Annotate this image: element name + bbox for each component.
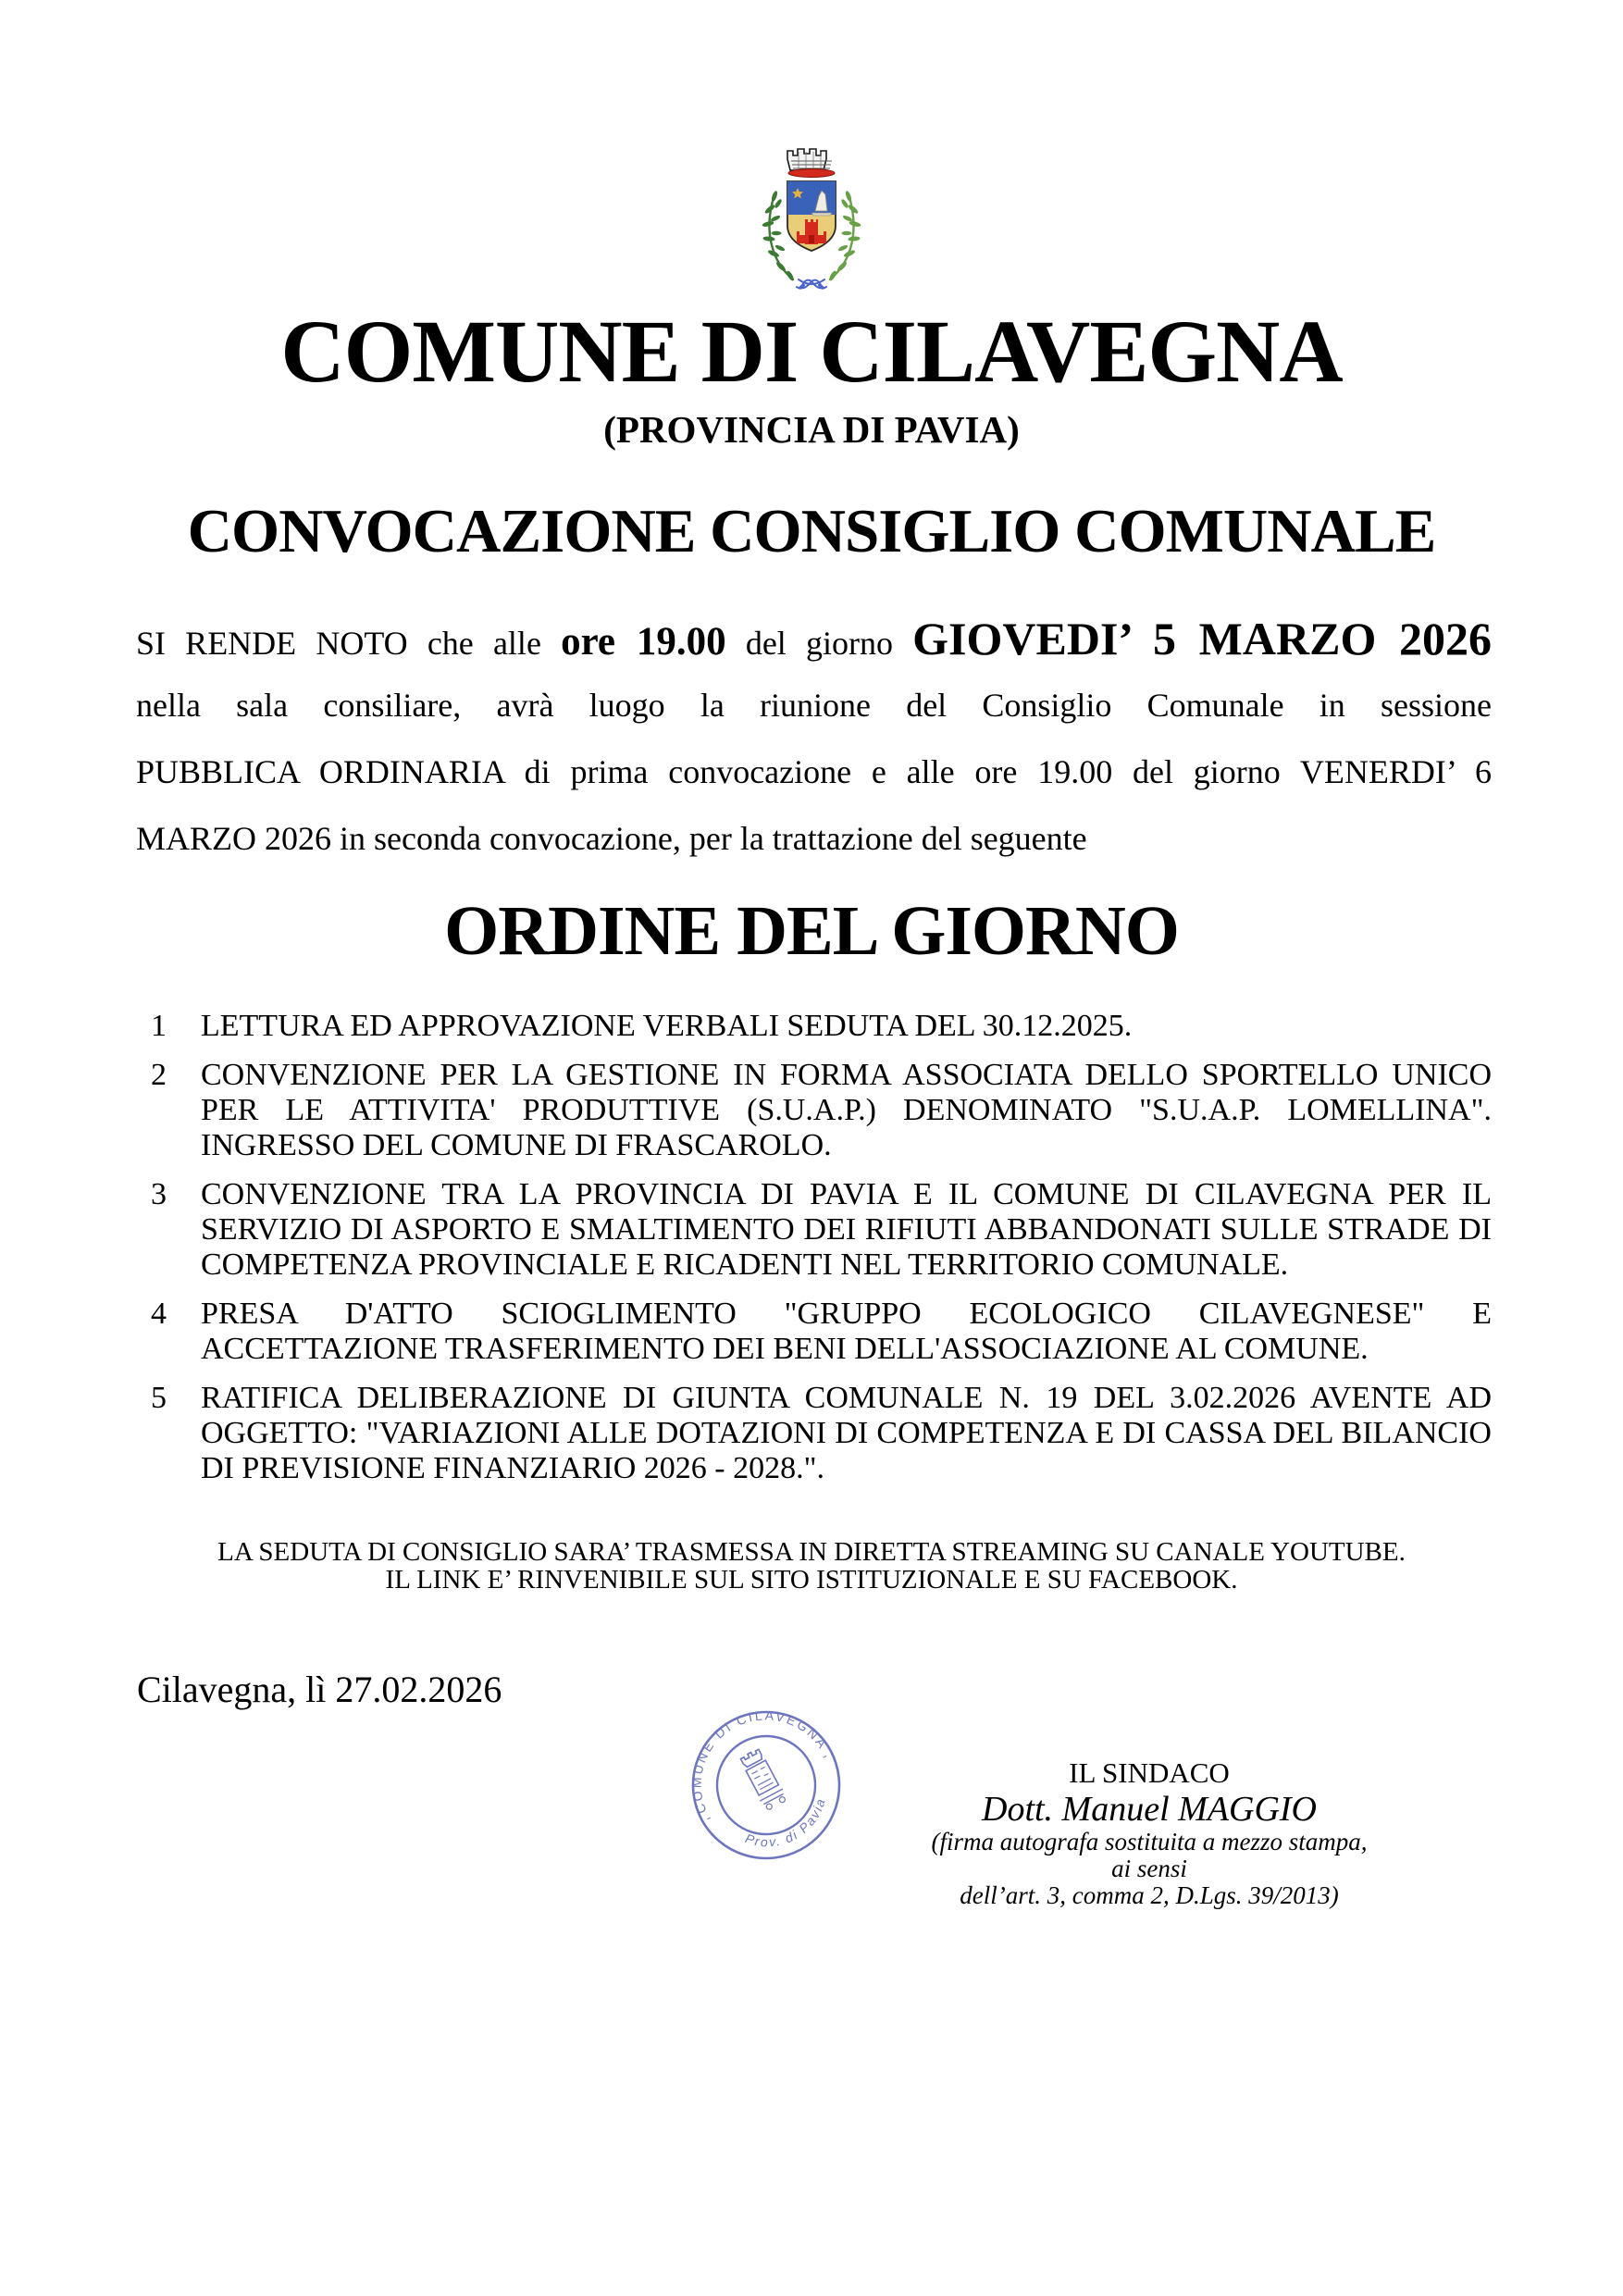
agenda-item-number: 1 <box>151 1009 167 1043</box>
intro-line <box>136 805 1492 872</box>
intro-line <box>136 605 1492 672</box>
stamp-crest <box>737 1747 788 1812</box>
agenda-heading: ORDINE DEL GIORNO <box>444 892 1179 970</box>
signature-name: Dott. Manuel MAGGIO <box>982 1790 1317 1829</box>
round-stamp-icon <box>661 1680 871 1890</box>
agenda-item-text: PRESA D'ATTO SCIOGLIMENTO "GRUPPO ECOLOGICO CILAVEGNESE" E ACCETTAZIONE TRASFERIMENTO DEI BENI DELL'ASSOCIAZIONE AL COMUNE. <box>201 1297 1492 1366</box>
signature-disclaimer-line2: dell’art. 3, comma 2, D.Lgs. 39/2013) <box>960 1881 1339 1909</box>
page-title: COMUNE DI CILAVEGNA <box>280 302 1343 401</box>
stamp-separator-right: - <box>819 1749 830 1764</box>
stamp-arc-top-text: COMUNE DI CILAVEGNA <box>688 1707 832 1816</box>
coat-of-arms-icon <box>750 139 873 294</box>
agenda-item-text: RATIFICA DELIBERAZIONE DI GIUNTA COMUNALE N. 19 DEL 3.02.2026 AVENTE AD OGGETTO: "VARIAZIONI ALLE DOTAZIONI DI COMPETENZA E DI CASSA DEL BILANCIO DI PREVISIONE FINANZIARIO 2026 - 2028.". <box>201 1381 1492 1485</box>
notice-title: CONVOCAZIONE CONSIGLIO COMUNALE <box>187 497 1436 565</box>
intro-segment: SI RENDE NOTO che alle <box>136 625 562 662</box>
mural-crown <box>787 149 835 178</box>
streaming-note <box>0 1538 1623 1594</box>
intro-segment: del giorno <box>725 625 913 662</box>
agenda-item <box>151 1381 1492 1486</box>
intro-segment: ore 19.00 <box>561 620 726 664</box>
agenda-item <box>151 1058 1492 1163</box>
agenda-item <box>151 1297 1492 1367</box>
intro-paragraph <box>136 605 1492 872</box>
agenda-item-text: CONVENZIONE TRA LA PROVINCIA DI PAVIA E IL COMUNE DI CILAVEGNA PER IL SERVIZIO DI ASPORTO E SMALTIMENTO DEI RIFIUTI ABBANDONATI SULLE STRADE DI COMPETENZA PROVINCIALE E RICADENTI NEL TERRITORIO COMUNALE. <box>201 1177 1492 1282</box>
province-subtitle: (PROVINCIA DI PAVIA) <box>603 408 1020 451</box>
agenda-item <box>151 1177 1492 1283</box>
stamp-arc-bottom-text: Prov. di Pavia <box>743 1795 829 1850</box>
agenda-item-text: LETTURA ED APPROVAZIONE VERBALI SEDUTA DEL 30.12.2025. <box>201 1009 1133 1043</box>
place-date: Cilavegna, lì 27.02.2026 <box>137 1669 502 1710</box>
intro-line <box>136 738 1492 805</box>
agenda-item-text: CONVENZIONE PER LA GESTIONE IN FORMA ASSOCIATA DELLO SPORTELLO UNICO PER LE ATTIVITA' PRODUTTIVE (S.U.A.P.) DENOMINATO "S.U.A.P. LOMELLINA". INGRESSO DEL COMUNE DI FRASCAROLO. <box>201 1058 1492 1162</box>
stamp-separator-left: - <box>703 1811 714 1826</box>
signature-disclaimer-line1: (firma autografa sostituita a mezzo stampa, ai sensi <box>931 1828 1368 1882</box>
agenda-item-number: 3 <box>151 1177 167 1211</box>
shield <box>787 181 836 251</box>
agenda-item <box>151 1009 1492 1044</box>
agenda-list <box>151 1009 1492 1486</box>
streaming-note-line1: LA SEDUTA DI CONSIGLIO SARA’ TRASMESSA IN DIRETTA STREAMING SU CANALE YOUTUBE. <box>217 1537 1406 1567</box>
intro-segment: MARZO 2026 in seconda convocazione, per la trattazione del seguente <box>136 820 1087 857</box>
intro-line <box>136 672 1492 738</box>
svg-text:COMUNE DI CILAVEGNA <box>662 1681 832 1818</box>
agenda-item-number: 2 <box>151 1058 167 1092</box>
agenda-item-number: 5 <box>151 1381 167 1415</box>
intro-segment: GIOVEDI’ 5 MARZO 2026 <box>912 613 1492 664</box>
ribbon <box>797 279 826 289</box>
intro-segment: nella sala consiliare, avrà luogo la riunione del Consiglio Comunale in sessione <box>136 687 1492 724</box>
intro-segment: PUBBLICA ORDINARIA di prima convocazione e alle ore 19.00 del giorno VENERDI’ 6 <box>136 753 1492 790</box>
streaming-note-line2: IL LINK E’ RINVENIBILE SUL SITO ISTITUZIONALE E SU FACEBOOK. <box>385 1565 1238 1595</box>
signature-role: IL SINDACO <box>1069 1756 1230 1789</box>
agenda-item-number: 4 <box>151 1297 167 1331</box>
signature-block <box>927 1756 1371 1909</box>
